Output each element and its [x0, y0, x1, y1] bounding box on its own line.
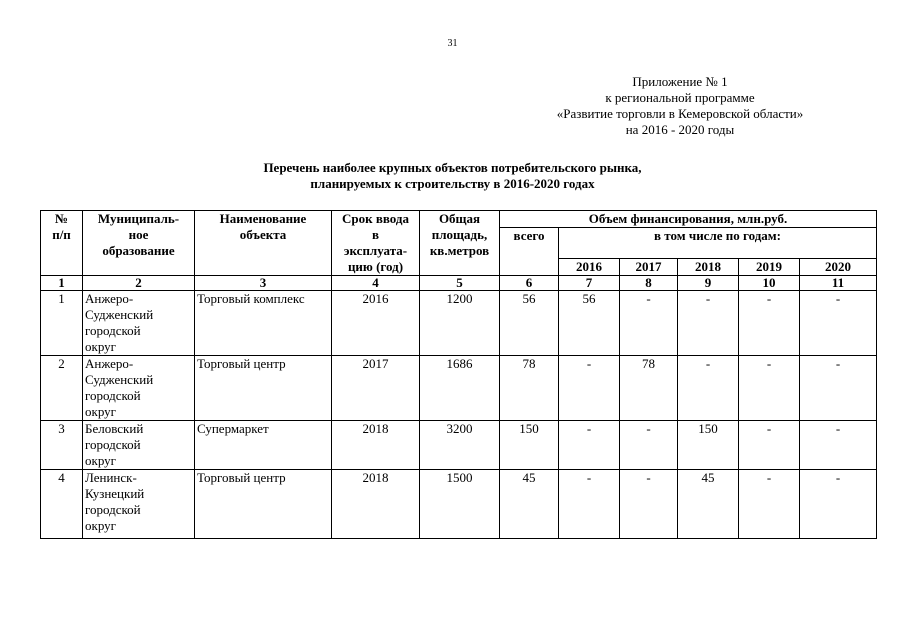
header-object: Наименование объекта: [195, 211, 332, 276]
cell-area: 3200: [420, 421, 500, 470]
cell-municipality: Ленинск- Кузнецкий городской округ: [83, 470, 195, 539]
cell-year: -: [678, 356, 739, 421]
cell-year: -: [559, 356, 620, 421]
cell-year: 45: [678, 470, 739, 539]
cell-term: 2018: [332, 421, 420, 470]
cell-year: -: [800, 291, 877, 356]
appendix-note: [530, 74, 830, 138]
cell-municipality: Анжеро- Судженский городской округ: [83, 291, 195, 356]
page-number: 31: [447, 38, 458, 49]
cell-object: Торговый комплекс: [195, 291, 332, 356]
header-year: 2017: [620, 259, 678, 276]
cell-total: 78: [500, 356, 559, 421]
cell-year: -: [800, 470, 877, 539]
title-line: Перечень наиболее крупных объектов потребительского рынка,: [263, 160, 642, 175]
cell-year: -: [620, 421, 678, 470]
column-number: 2: [83, 276, 195, 291]
column-number: 3: [195, 276, 332, 291]
cell-num: 3: [41, 421, 83, 470]
cell-object: Торговый центр: [195, 356, 332, 421]
column-number: 5: [420, 276, 500, 291]
appendix-line: к региональной программе: [605, 90, 755, 105]
appendix-line: Приложение № 1: [632, 74, 728, 89]
cell-year: 150: [678, 421, 739, 470]
cell-year: 56: [559, 291, 620, 356]
cell-municipality: Анжеро- Судженский городской округ: [83, 356, 195, 421]
cell-year: -: [800, 356, 877, 421]
table-row: [41, 356, 877, 421]
cell-year: -: [620, 470, 678, 539]
header-num: № п/п: [41, 211, 83, 276]
appendix-line: на 2016 - 2020 годы: [625, 122, 735, 137]
table-row: [41, 470, 877, 539]
table-row: [41, 291, 877, 356]
cell-year: -: [620, 291, 678, 356]
header-year: 2019: [739, 259, 800, 276]
cell-year: 78: [620, 356, 678, 421]
cell-object: Торговый центр: [195, 470, 332, 539]
header-term: Срок ввода в эксплуата- цию (год): [332, 211, 420, 276]
cell-area: 1686: [420, 356, 500, 421]
appendix-line: «Развитие торговли в Кемеровской области»: [556, 106, 804, 121]
column-number: 9: [678, 276, 739, 291]
cell-municipality: Беловский городской округ: [83, 421, 195, 470]
header-year: 2020: [800, 259, 877, 276]
header-year: 2018: [678, 259, 739, 276]
cell-total: 56: [500, 291, 559, 356]
cell-term: 2016: [332, 291, 420, 356]
table-row: [41, 421, 877, 470]
cell-year: -: [678, 291, 739, 356]
cell-year: -: [739, 291, 800, 356]
column-number: 1: [41, 276, 83, 291]
cell-total: 150: [500, 421, 559, 470]
header-funding: Объем финансирования, млн.руб.: [500, 211, 877, 228]
objects-table: [40, 210, 877, 539]
column-number: 6: [500, 276, 559, 291]
column-number: 7: [559, 276, 620, 291]
cell-area: 1200: [420, 291, 500, 356]
cell-num: 4: [41, 470, 83, 539]
cell-area: 1500: [420, 470, 500, 539]
cell-num: 1: [41, 291, 83, 356]
column-number-row: [41, 276, 877, 291]
cell-object: Супермаркет: [195, 421, 332, 470]
column-number: 11: [800, 276, 877, 291]
cell-year: -: [559, 470, 620, 539]
column-number: 4: [332, 276, 420, 291]
cell-year: -: [559, 421, 620, 470]
cell-total: 45: [500, 470, 559, 539]
header-total: всего: [500, 228, 559, 276]
cell-year: -: [739, 356, 800, 421]
document-title: [0, 160, 905, 192]
cell-year: -: [739, 470, 800, 539]
cell-term: 2018: [332, 470, 420, 539]
cell-num: 2: [41, 356, 83, 421]
header-row: [41, 211, 877, 228]
cell-year: -: [739, 421, 800, 470]
title-line: планируемых к строительству в 2016-2020 годах: [310, 176, 595, 191]
cell-year: -: [800, 421, 877, 470]
header-area: Общая площадь, кв.метров: [420, 211, 500, 276]
column-number: 10: [739, 276, 800, 291]
column-number: 8: [620, 276, 678, 291]
header-by-years: в том числе по годам:: [559, 228, 877, 259]
header-year: 2016: [559, 259, 620, 276]
cell-term: 2017: [332, 356, 420, 421]
header-municipality: Муниципаль- ное образование: [83, 211, 195, 276]
